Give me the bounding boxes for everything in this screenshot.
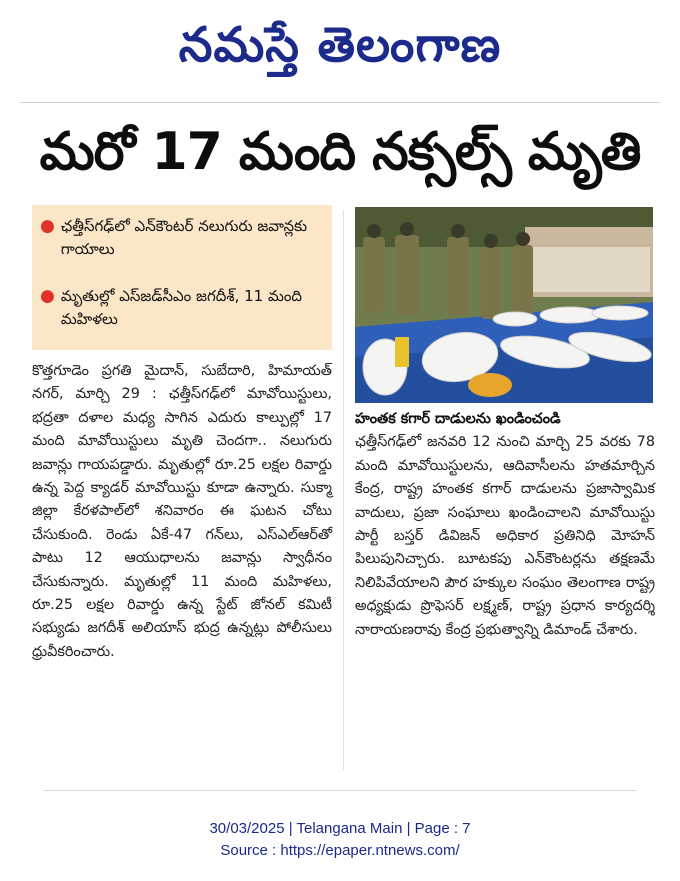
article-body-right-text: ఛత్తీస్‌గఢ్‌లో జనవరి 12 నుంచి మార్చి 25 వరకు 78 మంది మావోయిస్టులను, ఆదివాసీలను హతమార్చిన కేంద్ర, రాష్ట్ర హంతక కగార్ దాడులను ప్రజాస్వామిక వాదులు, ప్రజా సంఘాలు ఖండించాలని మావోయిస్టు పార్టీ బస్తర్ డివిజన్ అధికార ప్రతినిధి మోహన్ పిలుపునిచ్చారు. బూటకపు ఎన్‌కౌంటర్లను తక్షణమే నిలిపివేయాలని పౌర హక్కుల సంఘం తెలంగాణ రాష్ట్ర అధ్యక్షుడు ప్రొఫెసర్ లక్ష్మణ్, రాష్ట్ర ప్రధాన కార్యదర్శి నారాయణరావు కేంద్ర ప్రభుత్వాన్ని డిమాండ్ చేశారు. [355,434,655,638]
footer [0,818,680,862]
highlight-item [40,215,323,261]
bullet-dot-icon: ● [40,216,55,236]
masthead-divider [20,102,660,103]
highlights-box [32,205,332,350]
highlight-text: మృతుల్లో ఎస్‌జడ్‌సీఎం జగదీశ్, 11 మంది మహిళలు [60,287,303,328]
article-body-left: కొత్తగూడెం ప్రగతి మైదాన్, సుబేదారి, హిమాయత్ నగర్, మార్చి 29 : ఛత్తీస్‌గఢ్‌లో మావోయిస్టులు, భద్రతా దళాల మధ్య సాగిన ఎదురు కాల్పుల్లో 17 మంది మావోయిస్టులు మృతి చెందగా.. నలుగురు జవాన్లు గాయపడ్డారు. మృతుల్లో రూ.25 లక్షల రివార్డు ఉన్న పెద్ద క్యాడర్ మావోయిస్టు కూడా ఉన్నారు. సుక్మా జిల్లా కేరళపాల్‌లో శనివారం ఈ ఘటన చోటు చేసుకుంది. రెండు ఏకే-47 గన్‌లు, ఎస్‌ఎల్‌ఆర్‌తో పాటు 12 ఆయుధాలను జవాన్లు స్వాధీనం చేసుకున్నారు. మృతుల్లో 11 మంది మహిళలు, రూ.25 లక్షల రివార్డు ఉన్న స్టేట్ జోనల్ కమిటీ సభ్యుడు జగదీశ్ అలియాస్ భుద్ర ఉన్నట్లు పోలీసులు ధ్రువీకరించారు. [32,363,332,660]
news-photo [355,207,653,403]
article-body-right [355,408,655,642]
article-headline: మరో 17 మంది నక్సల్స్ మృతి [39,122,641,182]
footer-date-edition: 30/03/2025 | Telangana Main | Page : 7 [209,820,471,837]
column-divider [343,210,344,770]
article-subhead: హంతక కగార్ దాడులను ఖండించండి [355,411,561,427]
highlight-text: ఛత్తీస్‌గఢ్‌లో ఎన్‌కౌంటర్ నలుగురు జవాన్లకు గాయాలు [60,217,308,258]
bullet-dot-icon: ● [40,286,55,306]
highlight-item [40,285,323,331]
newspaper-masthead: నమస్తే తెలంగాణ [178,17,502,73]
footer-source-link[interactable]: Source : https://epaper.ntnews.com/ [220,842,460,859]
footer-divider [44,790,636,791]
